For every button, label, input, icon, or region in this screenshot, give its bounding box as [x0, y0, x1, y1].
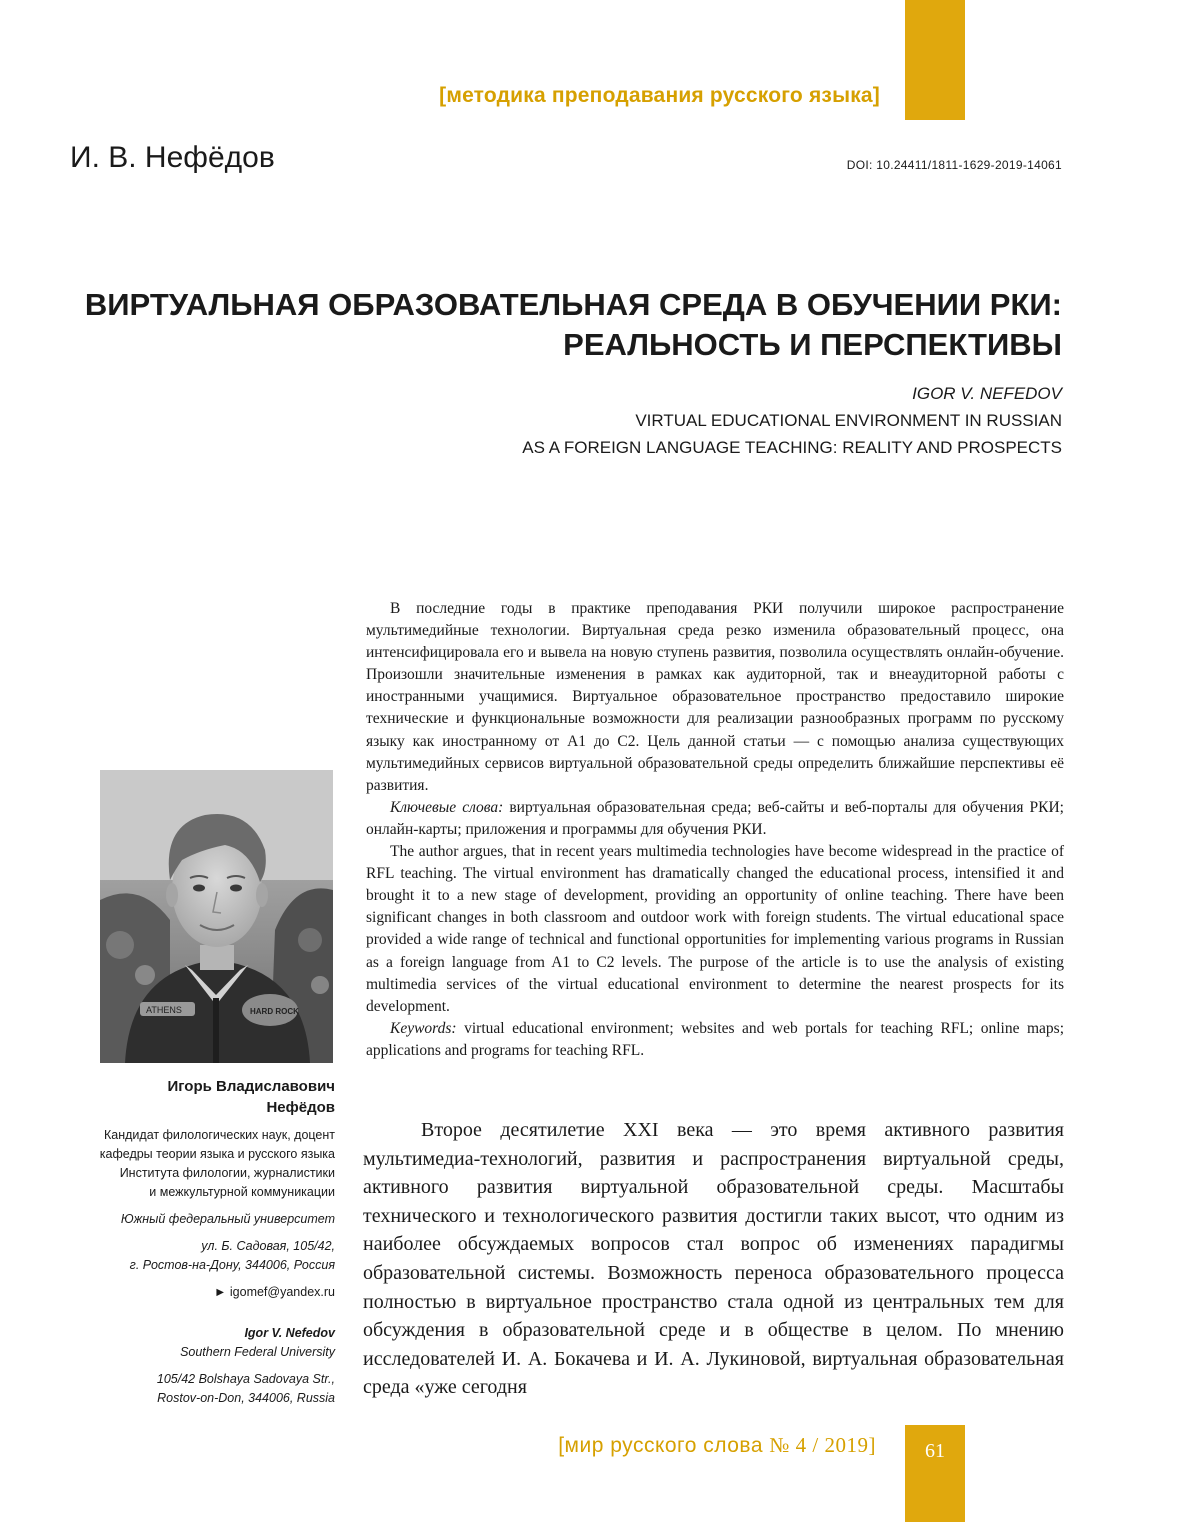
- bio-name-line2: Нефёдов: [266, 1099, 335, 1116]
- shirt-badge-athens: ATHENS: [146, 1005, 182, 1015]
- bio-email-link[interactable]: ► igomef@yandex.ru: [214, 1285, 335, 1299]
- section-header: [методика преподавания русского языка]: [439, 84, 880, 107]
- keywords-en-label: Keywords:: [390, 1019, 457, 1037]
- article-title-line2: РЕАЛЬНОСТЬ И ПЕРСПЕКТИВЫ: [563, 327, 1062, 362]
- body-paragraph-1: Второе десятилетие XXI века — это время активного развития мультимедиа-технологий, развития и распространения виртуальной среды, активного развития виртуальной образовательной среды. Масштабы технического и технологического развития достигли таких высот, что одним из наиболее обсуждаемых вопросов стал вопрос об изменениях парадигмы образовательной системы. Возможность переноса образовательного процесса полностью в виртуальное пространство стала одной из центральных тем для обсуждения в образовательной среде и в обществе в целом. По мнению исследователей И. А. Бокачева и И. А. Лукиновой, виртуальная образовательная среда «уже сегодня: [363, 1119, 1064, 1399]
- footer-issue: № 4 / 2019]: [769, 1433, 876, 1457]
- keywords-en-text: virtual educational environment; websites and web portals for teaching RFL; online maps; applications and programs for teaching RFL.: [366, 1019, 1065, 1059]
- author-portrait-image: [100, 770, 333, 1063]
- article-title: [62, 285, 1062, 365]
- bio-position-line3: Института филологии, журналистики: [119, 1166, 335, 1180]
- bio-english-address-line1: 105/42 Bolshaya Sadovaya Str.,: [156, 1372, 335, 1386]
- abstract: [366, 598, 1064, 1062]
- bio-position-line1: Кандидат филологических наук, доцент: [104, 1128, 335, 1142]
- english-title-line1: VIRTUAL EDUCATIONAL ENVIRONMENT IN RUSSIAN: [635, 411, 1062, 430]
- page-number-box: [905, 1425, 965, 1522]
- top-accent-bar: [905, 0, 965, 120]
- english-title-line2: AS A FOREIGN LANGUAGE TEACHING: REALITY AND PROSPECTS: [522, 438, 1062, 457]
- keywords-ru-text: виртуальная образовательная среда; веб-сайты и веб-порталы для обучения РКИ; онлайн-карты; приложения и программы для обучения РКИ.: [366, 798, 1064, 838]
- author-photo: [100, 770, 333, 1063]
- author-name-header: И. В. Нефёдов: [70, 141, 275, 174]
- footer-journal-label: [558, 1433, 876, 1458]
- author-bio: [75, 1076, 335, 1408]
- keywords-ru: [366, 797, 1064, 841]
- bio-english-university: Southern Federal University: [180, 1345, 335, 1359]
- doi-label[interactable]: DOI: 10.24411/1811-1629-2019-14061: [846, 158, 1062, 172]
- bio-position-line4: и межкультурной коммуникации: [149, 1185, 335, 1199]
- english-author: IGOR V. NEFEDOV: [912, 384, 1062, 403]
- english-title-block: [362, 380, 1062, 461]
- abstract-en: The author argues, that in recent years multimedia technologies have become widespread in the practice of RFL teaching. The virtual environment has dramatically changed the educational process, intensified it and brought it to a new stage of development, providing an opportunity of online teaching. There have been significant changes in both classroom and outdoor work with foreign students. The virtual educational space provided a wide range of technical and functional opportunities for implementing various programs in Russian as a foreign language from A1 to C2 levels. The purpose of the article is to use the analysis of existing multimedia services of the virtual educational environment to determine the nearest prospects for its development.: [366, 843, 1064, 1015]
- keywords-en: [366, 1018, 1064, 1062]
- page-number: 61: [925, 1440, 945, 1462]
- shirt-badge-hard-rock: HARD ROCK: [250, 1007, 299, 1016]
- article-title-line1: ВИРТУАЛЬНАЯ ОБРАЗОВАТЕЛЬНАЯ СРЕДА В ОБУЧЕНИИ РКИ:: [84, 287, 1062, 322]
- bio-english-name: Igor V. Nefedov: [244, 1326, 335, 1340]
- abstract-ru: В последние годы в практике преподавания РКИ получили широкое распространение мультимедийные технологии. Виртуальная среда резко изменила образовательный процесс, она интенсифицировала его и вывела на новую ступень развития, позволила осуществлять онлайн-обучение. Произошли значительные изменения в рамках как аудиторной, так и внеаудиторной работы с иностранными учащимися. Виртуальное образовательное пространство предоставило широкие технические и функциональные возможности для реализации разнообразных программ по русскому языку как иностранному от А1 до С2. Цель данной статьи — с помощью анализа существующих мультимедийных сервисов виртуальной образовательной среды определить ближайшие перспективы её развития.: [366, 600, 1064, 794]
- footer-journal-name: [мир русского слова: [558, 1434, 764, 1457]
- keywords-ru-label: Ключевые слова:: [390, 798, 504, 816]
- bio-university: Южный федеральный университет: [120, 1212, 335, 1226]
- article-body: [363, 1116, 1064, 1402]
- bio-position-line2: кафедры теории языка и русского языка: [99, 1147, 335, 1161]
- bio-address-line1: ул. Б. Садовая, 105/42,: [201, 1239, 335, 1253]
- bio-english-address-line2: Rostov-on-Don, 344006, Russia: [157, 1391, 335, 1405]
- bio-name-line1: Игорь Владиславович: [167, 1078, 335, 1095]
- bio-address-line2: г. Ростов-на-Дону, 344006, Россия: [129, 1258, 335, 1272]
